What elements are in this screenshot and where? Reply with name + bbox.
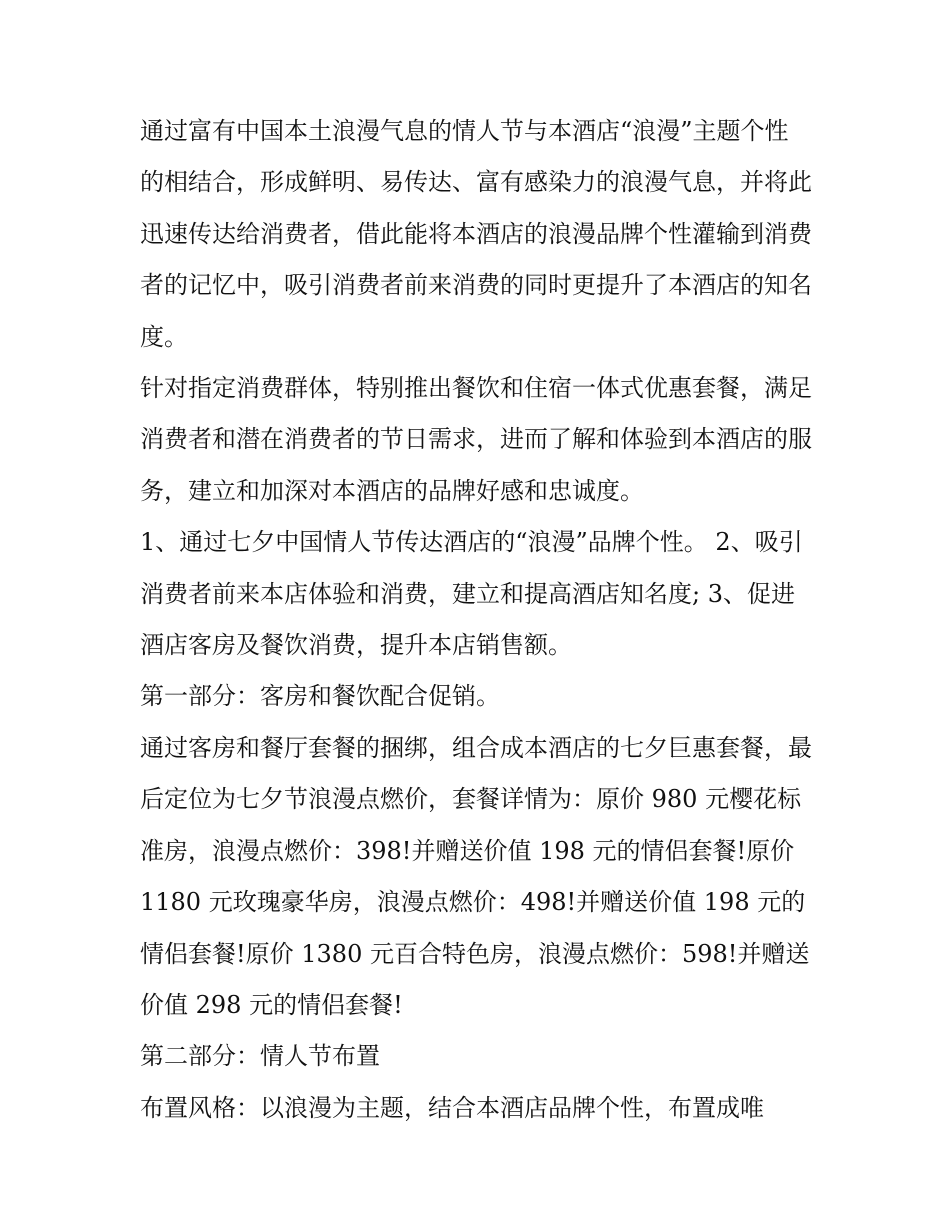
paragraph-room-packages: 通过客房和餐厅套餐的捆绑，组合成本酒店的七夕巨惠套餐，最后定位为七夕节浪漫点燃价，套餐详情为：原价 980 元樱花标准房，浪漫点燃价：398!并赠送价值 198 元的情侣套餐!原价 1180 元玫瑰豪华房，浪漫点燃价：498!并赠送价值 198 元的情侣套餐!原价 1380 元百合特色房，浪漫点燃价：598!并赠送价值 298 元的情侣套餐!	[140, 733, 812, 1019]
paragraph-decoration-style: 布置风格：以浪漫为主题，结合本酒店品牌个性，布置成唯	[140, 1093, 764, 1122]
paragraph-objectives: 1、通过七夕中国情人节传达酒店的“浪漫”品牌个性。 2、吸引消费者前来本店体验和消费，建立和提高酒店知名度; 3、促进酒店客房及餐饮消费，提升本店销售额。	[140, 528, 803, 660]
paragraph-intro: 通过富有中国本土浪漫气息的情人节与本酒店“浪漫”主题个性的相结合，形成鲜明、易传达、富有感染力的浪漫气息，并将此迅速传达给消费者，借此能将本酒店的浪漫品牌个性灌输到消费者的记忆中，吸引消费者前来消费的同时更提升了本酒店的知名度。	[140, 117, 812, 351]
section-heading-part-two: 第二部分：情人节布置	[140, 1042, 380, 1071]
paragraph-target-group: 针对指定消费群体，特别推出餐饮和住宿一体式优惠套餐，满足消费者和潜在消费者的节日需求，进而了解和体验到本酒店的服务，建立和加深对本酒店的品牌好感和忠诚度。	[140, 374, 812, 505]
document-body	[140, 106, 812, 1134]
section-heading-part-one: 第一部分：客房和餐饮配合促销。	[140, 682, 500, 711]
